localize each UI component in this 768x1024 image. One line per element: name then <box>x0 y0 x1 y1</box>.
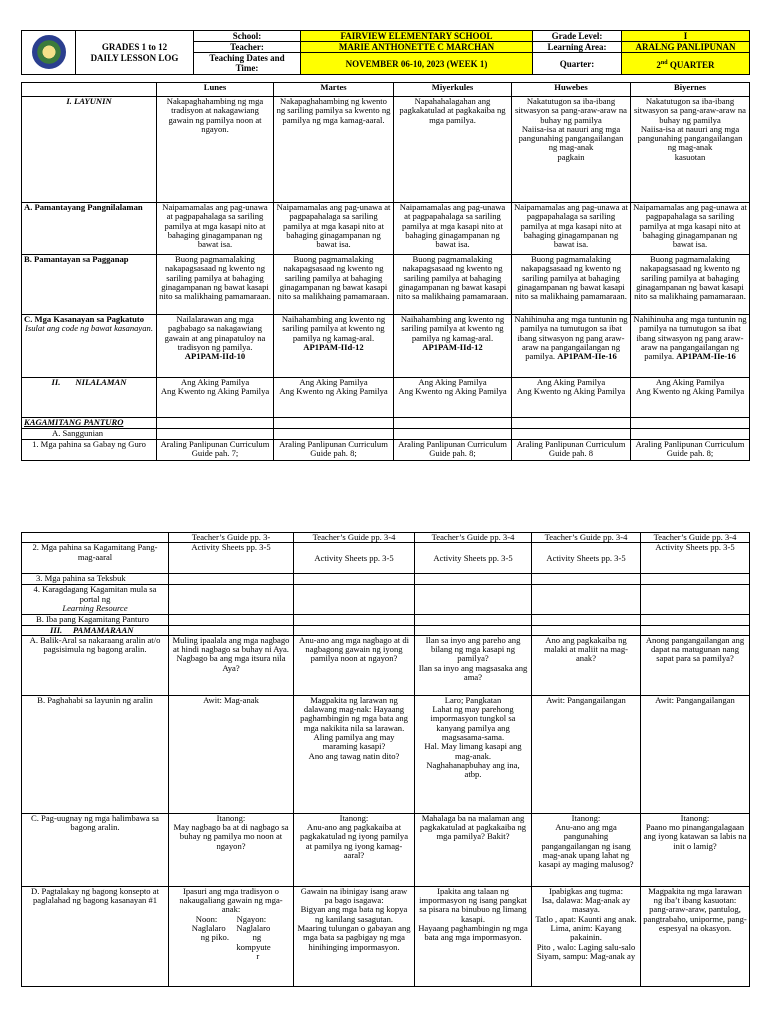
title-line-1: GRADES 1 to 12 <box>101 41 168 52</box>
empty-cell <box>631 429 750 440</box>
day-header-row <box>22 83 750 97</box>
log-title <box>76 31 194 75</box>
empty-cell <box>169 574 294 585</box>
lesson-cell: Laro; Pangkatan Lahat ng may parehong impormasyon tungkol sa kanyang pamilya ang magsasama-sama. Hal. May limang kasapi ang mag-anak. Naghahanapbuhay ang ina, atbp. <box>415 695 532 813</box>
lesson-log-header <box>21 30 750 75</box>
lesson-cell: Naipamamalas ang pag-unawa at pagpapahalaga sa sariling pamilya at mga kasapi nito at bahaging ginagampanan ng bawat isa. <box>631 203 750 255</box>
empty-cell <box>274 429 394 440</box>
row-label: 2. Mga pahina sa Kagamitang Pang-mag-aaral <box>22 543 169 574</box>
pag-uugnay-row <box>22 813 750 886</box>
lesson-cell: Araling Panlipunan Curriculum Guide pah. 7; <box>157 440 274 461</box>
empty-cell <box>169 625 294 635</box>
empty-cell <box>394 429 512 440</box>
lesson-cell: Ang Aking Pamilya Ang Kwento ng Aking Pamilya <box>512 378 631 418</box>
empty-cell <box>294 615 415 625</box>
empty-cell <box>512 418 631 429</box>
lesson-cell: Buong pagmamalaking nakapagsasaad ng kwento ng sariling pamilya at bahaging ginagampanan ng bawat kasapi nito sa malikhaing pamamaraan. <box>394 255 512 315</box>
lesson-cell: Araling Panlipunan Curriculum Guide pah. 8; <box>631 440 750 461</box>
gabay-row <box>22 440 750 461</box>
empty-cell <box>512 429 631 440</box>
corner-cell <box>22 83 157 97</box>
paghahabi-row <box>22 695 750 813</box>
empty-cell <box>294 625 415 635</box>
competency-text: Nahihinuha ang mga tuntunin ng pamilya na tumutugon sa ibat ibang sitwasyon ng pang araw-araw na pangangailangan ng pamilya. <box>633 314 747 362</box>
row-label: B. Pamantayan sa Pagganap <box>22 255 157 315</box>
lesson-cell: Nakatutugon sa iba-ibang sitwasyon sa pang-araw-araw na buhay ng pamilya Naiisa-isa at nauuri ang mga pangunahing pangangailangan ng mag-anak pagkain <box>512 97 631 203</box>
empty-cell <box>532 585 641 615</box>
row-label: A. Balik-Aral sa nakaraang aralin at/o pagsisimula ng bagong aralin. <box>22 635 169 695</box>
row-label: I. LAYUNIN <box>22 97 157 203</box>
competency-text: Naihahambing ang kwento ng sariling pamilya at kwento ng pamilya ng kamag-aral. <box>281 314 386 343</box>
pangnilalaman-row <box>22 203 750 255</box>
competency-code: AP1PAM-IIe-16 <box>676 351 736 362</box>
empty-cell <box>532 625 641 635</box>
teksbuk-row <box>22 574 750 585</box>
lesson-cell: Teacher’s Guide pp. 3-4 <box>532 533 641 543</box>
competency-code: AP1PAM-IIe-16 <box>557 351 617 362</box>
pamamaraan-row <box>22 625 750 635</box>
lesson-cell: Anu-ano ang mga nagbago at di nagbagong gawain ng iyong pamilya noon at ngayon? <box>294 635 415 695</box>
lesson-cell: Ipakita ang talaan ng impormasyon ng isang pangkat sa pisara na binubuo ng limang kasapi. Hayaang paghambingin ng mga bata ang mga impormasyon. <box>415 886 532 986</box>
empty-cell <box>169 615 294 625</box>
row-label: C. Pag-uugnay ng mga halimbawa sa bagong aralin. <box>22 813 169 886</box>
kasanayan-sublabel: Isulat ang code ng bawat kasanayan. <box>25 323 153 334</box>
lesson-cell: Nakatutugon sa iba-ibang sitwasyon sa pang-araw-araw na buhay ng pamilya Naiisa-isa at nauuri ang mga pangunahing pangangailangan ng mag-anak kasuotan <box>631 97 750 203</box>
teacher-label: Teacher: <box>194 42 301 53</box>
lesson-cell: Naipamamalas ang pag-unawa at pagpapahalaga sa sariling pamilya at mga kasapi nito at bahaging ginagampanan ng bawat isa. <box>157 203 274 255</box>
empty-cell <box>415 574 532 585</box>
teacher-value: MARIE ANTHONETTE C MARCHAN <box>301 42 533 53</box>
lesson-cell: Awit: Pangangailangan <box>641 695 750 813</box>
lr-portal-label-italic: Learning Resource <box>62 602 128 613</box>
lr-portal-label: 4. Karagdagang Kagamitan mula sa portal ng <box>33 584 157 604</box>
competency-code: AP1PAM-IId-12 <box>303 341 364 352</box>
lesson-cell <box>631 315 750 378</box>
lesson-cell <box>157 315 274 378</box>
empty-cell <box>532 615 641 625</box>
lr-portal-row <box>22 585 750 615</box>
lesson-cell: Itanong: Anu-ano ang mga pangunahing pangangailangan ng isang mag-anak upang lahat ng kasapi ay maging malusog? <box>532 813 641 886</box>
empty-cell <box>274 418 394 429</box>
lesson-cell: Ang Aking Pamilya Ang Kwento ng Aking Pamilya <box>157 378 274 418</box>
lesson-cell: Teacher’s Guide pp. 3-4 <box>641 533 750 543</box>
lesson-cell: Ano ang pagkakaiba ng malaki at maliit na mag-anak? <box>532 635 641 695</box>
lesson-cell: Activity Sheets pp. 3-5 <box>532 543 641 574</box>
lesson-cell: Naipamamalas ang pag-unawa at pagpapahalaga sa sariling pamilya at mga kasapi nito at bahaging ginagampanan ng bawat isa. <box>512 203 631 255</box>
lesson-log-table-page1 <box>21 82 750 461</box>
lesson-cell: Awit: Mag-anak <box>169 695 294 813</box>
empty-cell <box>22 533 169 543</box>
kasanayan-row <box>22 315 750 378</box>
empty-cell <box>169 585 294 615</box>
lesson-cell: Ang Aking Pamilya Ang Kwento ng Aking Pamilya <box>394 378 512 418</box>
lesson-cell: Araling Panlipunan Curriculum Guide pah. 8 <box>512 440 631 461</box>
lesson-cell <box>394 315 512 378</box>
lesson-cell: Teacher’s Guide pp. 3-4 <box>294 533 415 543</box>
day-header: Lunes <box>157 83 274 97</box>
school-seal-icon <box>32 35 66 69</box>
row-label: A. Sanggunian <box>22 429 157 440</box>
lesson-cell: Activity Sheets pp. 3-5 <box>294 543 415 574</box>
sanggunian-row <box>22 429 750 440</box>
lesson-cell: Gawain na ibinigay isang araw pa bago isagawa: Bigyan ang mga bata ng kopya ng kanilang sasagutan. Maaring tulungan o gabayan ang mga bata sa pagbigay ng mga hinihinging impormasyon. <box>294 886 415 986</box>
lesson-log-table-page2 <box>21 532 750 987</box>
lesson-cell: Ipabigkas ang tugma: Isa, dalawa: Mag-anak ay masaya. Tatlo , apat: Kaunti ang anak. Lima, anim: Kayang pakainin. Pito , walo: Laging salu-salo Siyam, sampu: Mag-anak ay <box>532 886 641 986</box>
lesson-cell: Activity Sheets pp. 3-5 <box>169 543 294 574</box>
empty-cell <box>294 585 415 615</box>
empty-cell <box>641 585 750 615</box>
lesson-cell: Itanong: May nagbago ba at di nagbago sa buhay ng pamilya mo noon at ngayon? <box>169 813 294 886</box>
row-label: 3. Mga pahina sa Teksbuk <box>22 574 169 585</box>
lesson-cell: Teacher’s Guide pp. 3- <box>169 533 294 543</box>
quarter-value: 2nd QUARTER <box>622 53 750 75</box>
empty-cell <box>641 574 750 585</box>
pagganap-row <box>22 255 750 315</box>
row-label: II. NILALAMAN <box>22 378 157 418</box>
lesson-cell: Napahahalagahan ang pagkakatulad at pagkakaiba ng mga pamilya. <box>394 97 512 203</box>
dates-value: NOVEMBER 06-10, 2023 (WEEK 1) <box>301 53 533 75</box>
empty-cell <box>631 418 750 429</box>
empty-cell <box>532 574 641 585</box>
teachers-guide-row <box>22 533 750 543</box>
lesson-cell: Ipasuri ang mga tradisyon o nakaugaliang gawain ng mga-anak: Noon: Ngayon: Naglalaro Naglalaro ng piko. ng kompyute r <box>169 886 294 986</box>
lesson-cell: Ang Aking Pamilya Ang Kwento ng Aking Pamilya <box>274 378 394 418</box>
row-label: A. Pamantayang Pangnilalaman <box>22 203 157 255</box>
pagtalakay-row <box>22 886 750 986</box>
lesson-cell: Itanong: Anu-ano ang pagkakaiba at pagkakatulad ng iyong pamilya at pamilya ng iyong kamag-aaral? <box>294 813 415 886</box>
deped-seal <box>22 31 76 75</box>
kagamitan-row <box>22 418 750 429</box>
lesson-cell: Nakapaghahambing ng kwento ng sariling pamilya sa kwento ng pamilya ng mga kamag-aaral. <box>274 97 394 203</box>
lesson-cell: Muling ipaalala ang mga nagbago at hindi nagbago sa buhay ni Aya. Nagbago ba ang mga itsura nila Aya? <box>169 635 294 695</box>
iba-pang-row <box>22 615 750 625</box>
empty-cell <box>641 625 750 635</box>
row-label: B. Iba pang Kagamitang Panturo <box>22 615 169 625</box>
lesson-cell: Magpakita ng larawan ng dalawang mag-nak: Hayaang paghambingin ng mga bata ang mga nakikita nila sa larawan. Aling pamilya ang may maraming kasapi? Ano ang tawag natin dito? <box>294 695 415 813</box>
row-label: III. PAMAMARAAN <box>22 625 169 635</box>
school-label: School: <box>194 31 301 42</box>
layunin-row <box>22 97 750 203</box>
lesson-cell: Mahalaga ba na malaman ang pagkakatulad at pagkakaiba ng mga pamilya? Bakit? <box>415 813 532 886</box>
empty-cell <box>157 418 274 429</box>
lesson-cell: Araling Panlipunan Curriculum Guide pah. 8; <box>394 440 512 461</box>
balik-aral-row <box>22 635 750 695</box>
competency-code: AP1PAM-IId-10 <box>184 351 246 362</box>
lesson-cell: Awit: Pangangailangan <box>532 695 641 813</box>
lesson-cell: Ilan sa inyo ang pareho ang bilang ng mga kasapi ng pamilya? Ilan sa inyo ang magsasaka ang ama? <box>415 635 532 695</box>
lesson-cell: Magpakita ng mga larawan ng iba’t ibang kasuotan: pang-araw-araw, pantulog, pangtrabaho, uniporme, pang-espesyal na okasyon. <box>641 886 750 986</box>
lesson-cell: Buong pagmamalaking nakapagsasaad ng kwento ng sariling pamilya at bahaging ginagampanan ng bawat kasapi nito sa malikhaing pamamaraan. <box>512 255 631 315</box>
competency-text: Nahihinuha ang mga tuntunin ng pamilya na tumutugon sa ibat ibang sitwasyon ng pang araw-araw na pangangailangan ng pamilya. <box>514 314 628 362</box>
school-value: FAIRVIEW ELEMENTARY SCHOOL <box>301 31 533 42</box>
lesson-cell <box>274 315 394 378</box>
grade-value: I <box>622 31 750 42</box>
lesson-cell: Buong pagmamalaking nakapagsasaad ng kwento ng sariling pamilya at bahaging ginagampanan ng bawat kasapi nito sa malikhaing pamamaraan. <box>157 255 274 315</box>
competency-text: Naihahambing ang kwento ng sariling pamilya at kwento ng pamilya ng kamag-aral. <box>400 314 505 343</box>
row-label <box>22 585 169 615</box>
empty-cell <box>394 418 512 429</box>
day-header: Huwebes <box>512 83 631 97</box>
lesson-cell: Teacher’s Guide pp. 3-4 <box>415 533 532 543</box>
lesson-cell: Nakapaghahambing ng mga tradisyon at nakagawiang gawain ng pamilya noon at ngayon. <box>157 97 274 203</box>
lesson-cell: Activity Sheets pp. 3-5 <box>415 543 532 574</box>
lesson-cell: Ang Aking Pamilya Ang Kwento ng Aking Pamilya <box>631 378 750 418</box>
lesson-cell <box>512 315 631 378</box>
kasanayan-label: C. Mga Kasanayan sa Pagkatuto <box>24 314 145 324</box>
quarter-label: Quarter: <box>533 53 622 75</box>
row-label: 1. Mga pahina sa Gabay ng Guro <box>22 440 157 461</box>
empty-cell <box>415 585 532 615</box>
row-label: D. Pagtalakay ng bagong konsepto at paglalahad ng bagong kasanayan #1 <box>22 886 169 986</box>
lesson-cell: Buong pagmamalaking nakapagsasaad ng kwento ng sariling pamilya at bahaging ginagampanan ng bawat kasapi nito sa malikhaing pamamaraan. <box>631 255 750 315</box>
day-header: Biyernes <box>631 83 750 97</box>
empty-cell <box>415 625 532 635</box>
area-label: Learning Area: <box>533 42 622 53</box>
competency-text: Nailalarawan ang mga pagbabago sa nakagawiang gawain at ang pinapatuloy na tradisyon ng pamilya. <box>164 314 266 352</box>
day-header: Miyerkules <box>394 83 512 97</box>
competency-code: AP1PAM-IId-12 <box>422 341 483 352</box>
grade-label: Grade Level: <box>533 31 622 42</box>
dates-label: Teaching Dates and Time: <box>194 53 301 75</box>
lesson-cell: Anong pangangailangan ang dapat na matugunan nang sapat para sa pamilya? <box>641 635 750 695</box>
lesson-cell: Naipamamalas ang pag-unawa at pagpapahalaga sa sariling pamilya at mga kasapi nito at bahaging ginagampanan ng bawat isa. <box>394 203 512 255</box>
lesson-cell: Buong pagmamalaking nakapagsasaad ng kwento ng sariling pamilya at bahaging ginagampanan ng bawat kasapi nito sa malikhaing pamamaraan. <box>274 255 394 315</box>
lesson-cell: Araling Panlipunan Curriculum Guide pah. 8; <box>274 440 394 461</box>
lesson-cell: Naipamamalas ang pag-unawa at pagpapahalaga sa sariling pamilya at mga kasapi nito at bahaging ginagampanan ng bawat isa. <box>274 203 394 255</box>
empty-cell <box>415 615 532 625</box>
row-label: KAGAMITANG PANTURO <box>22 418 157 429</box>
lesson-cell: Activity Sheets pp. 3-5 <box>641 543 750 574</box>
nilalaman-row <box>22 378 750 418</box>
empty-cell <box>641 615 750 625</box>
row-label <box>22 315 157 378</box>
empty-cell <box>294 574 415 585</box>
title-line-2: DAILY LESSON LOG <box>90 52 179 63</box>
area-value: ARALNG PANLIPUNAN <box>622 42 750 53</box>
kagamitang-mag-aaral-row <box>22 543 750 574</box>
day-header: Martes <box>274 83 394 97</box>
lesson-cell: Itanong: Paano mo pinangangalagaan ang iyong katawan sa labis na init o lamig? <box>641 813 750 886</box>
empty-cell <box>157 429 274 440</box>
row-label: B. Paghahabi sa layunin ng aralin <box>22 695 169 813</box>
